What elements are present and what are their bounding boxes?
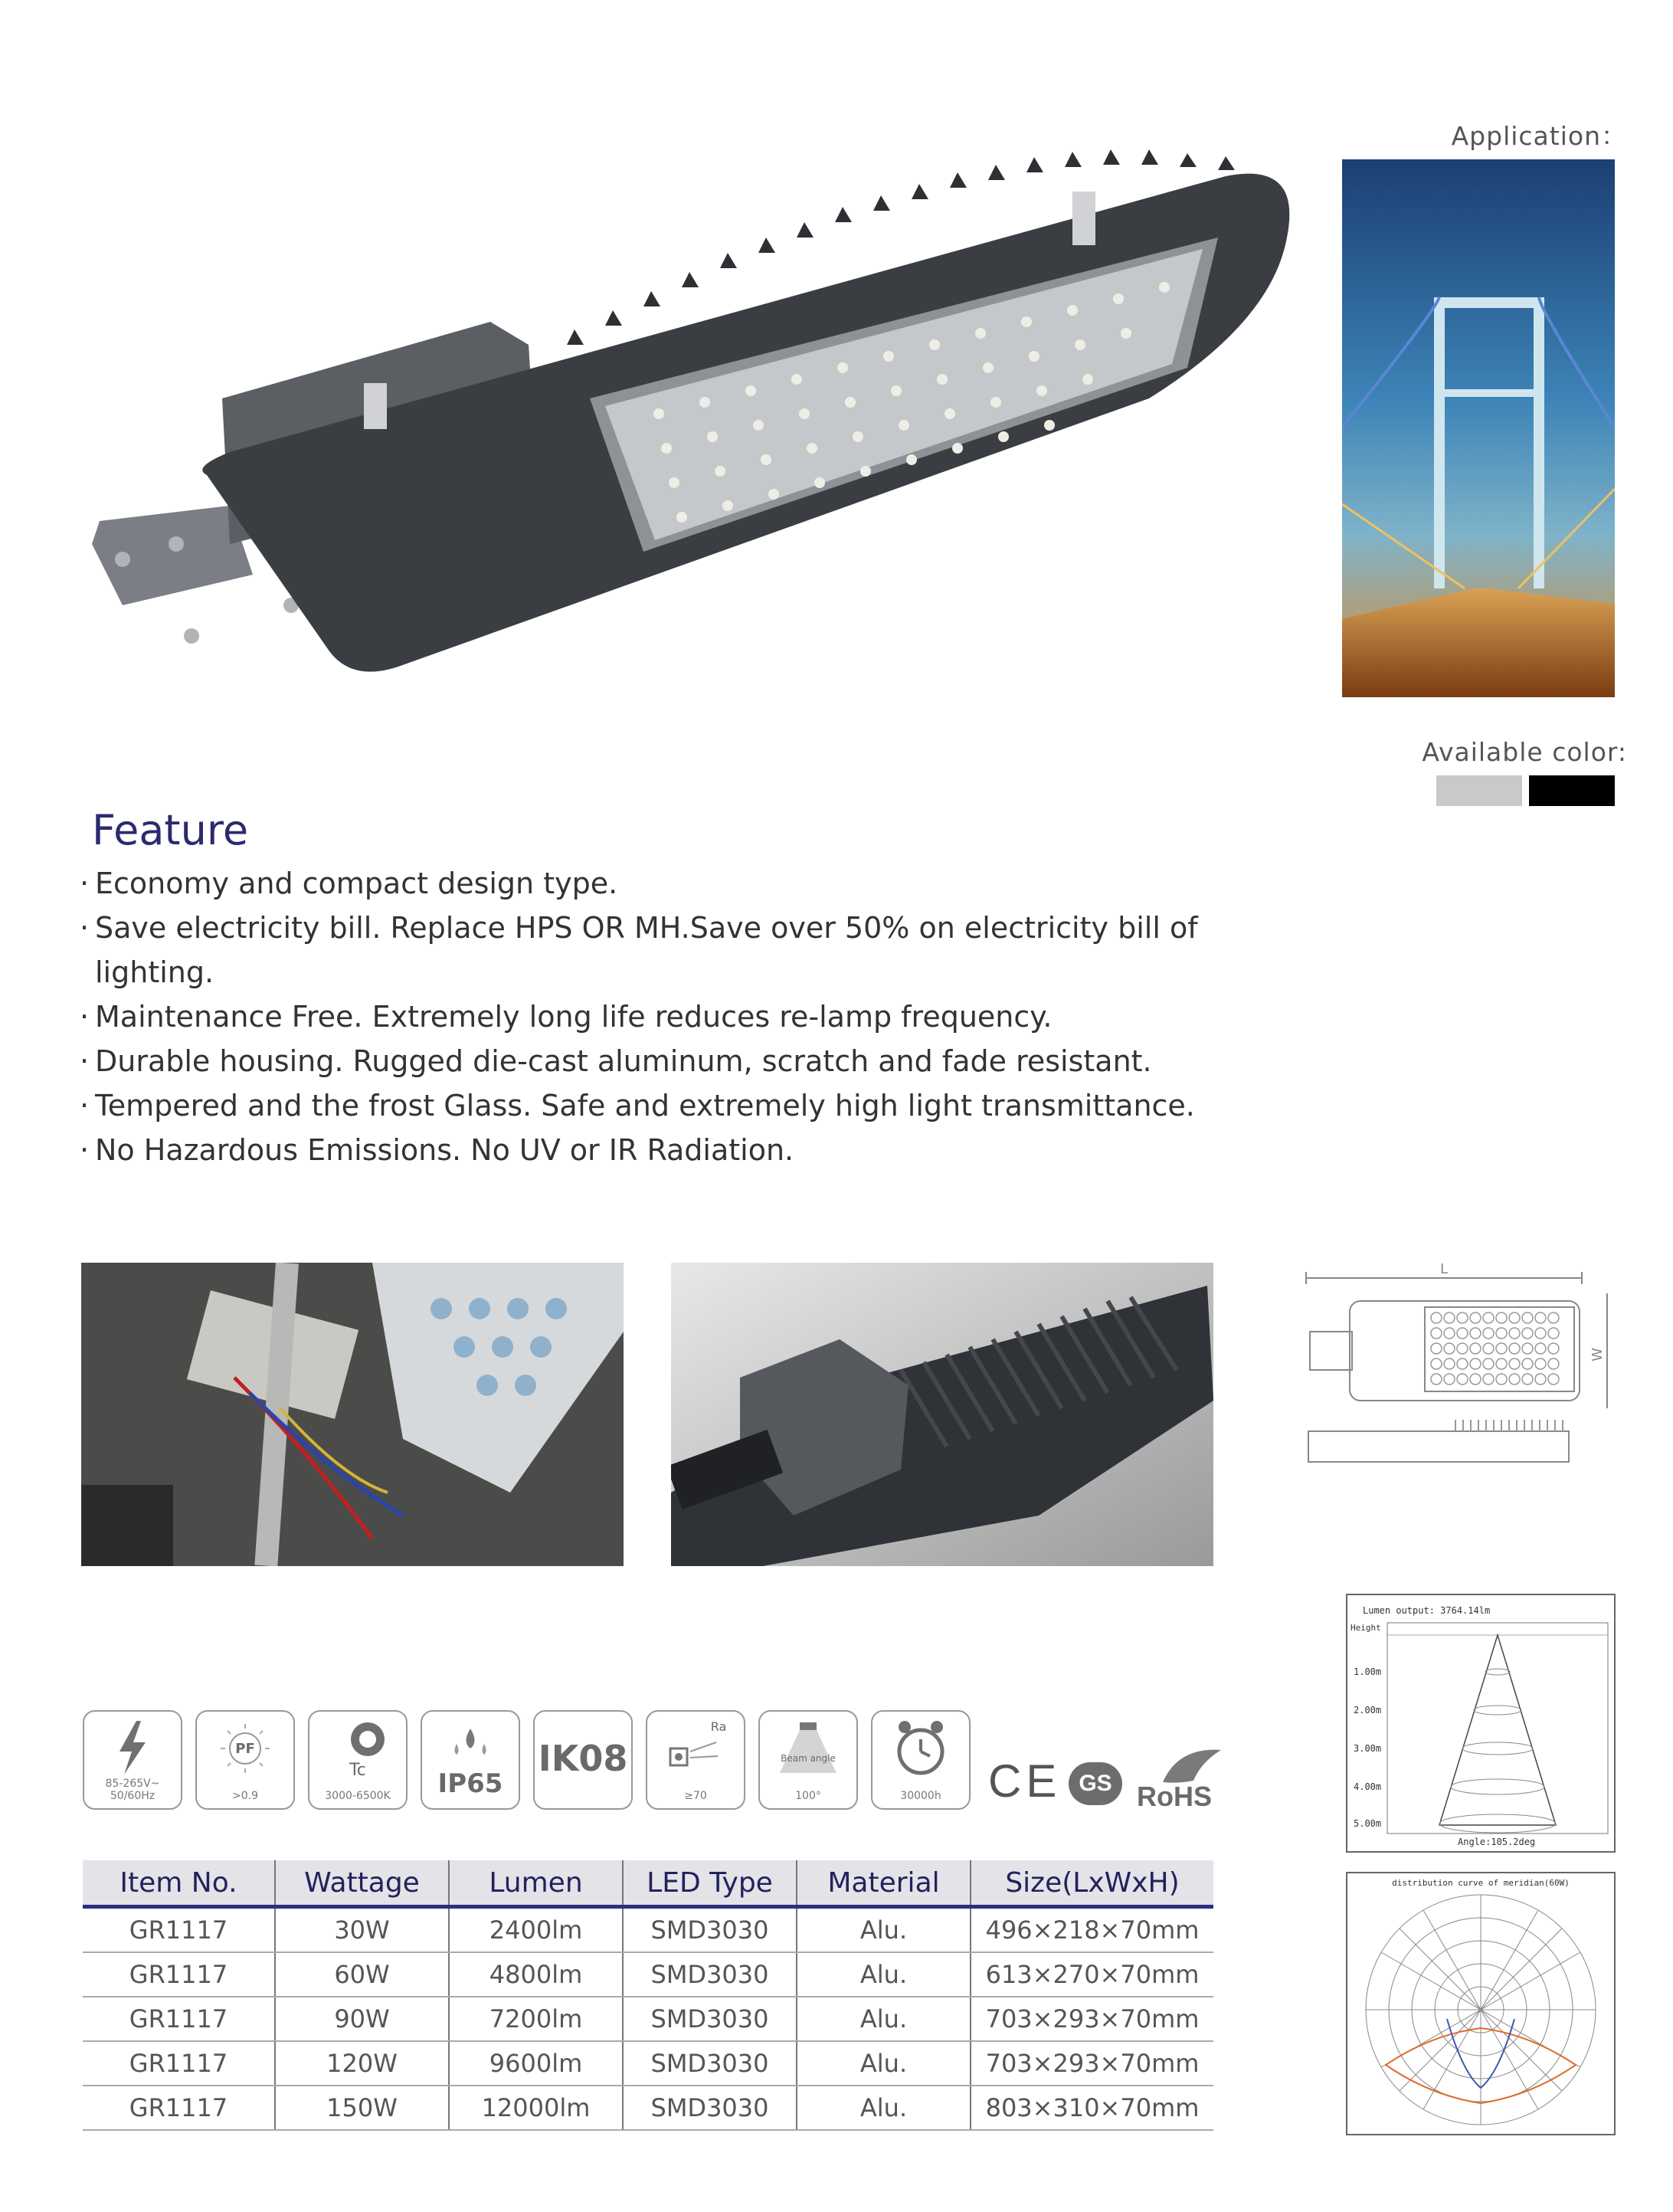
leaf-icon (1155, 1747, 1224, 1785)
pf-label: PF (235, 1741, 255, 1757)
beam-caption: 100° (795, 1790, 821, 1802)
cri-icon (646, 1710, 745, 1810)
feature-item: · No Hazardous Emissions. No UV or IR Radiation. (80, 1128, 1229, 1172)
pf-caption: >0.9 (232, 1790, 258, 1802)
height-header: Height (1351, 1623, 1381, 1633)
cell: SMD3030 (623, 1997, 797, 2041)
table-row (83, 2086, 1213, 2130)
cell: GR1117 (83, 1997, 275, 2041)
cell: 496×218×70mm (971, 1907, 1213, 1953)
cell: 120W (275, 2041, 449, 2086)
cell: SMD3030 (623, 2041, 797, 2086)
cell: 150W (275, 2086, 449, 2130)
lifetime-icon (871, 1710, 971, 1810)
lumen-cone-chart (1346, 1594, 1616, 1853)
cell: 4800lm (449, 1952, 623, 1997)
cell: 703×293×70mm (971, 1997, 1213, 2041)
cell: 12000lm (449, 2086, 623, 2130)
cell: GR1117 (83, 2086, 275, 2130)
table-row (83, 1952, 1213, 1997)
feature-title: Feature (92, 806, 249, 854)
cell: SMD3030 (623, 1952, 797, 1997)
cell: 613×270×70mm (971, 1952, 1213, 1997)
dimension-drawing (1302, 1263, 1609, 1477)
housing-photo (671, 1263, 1213, 1566)
height-4: 4.00m (1354, 1781, 1382, 1792)
feature-item: · Save electricity bill. Replace HPS OR MH.Save over 50% on electricity bill of lighting. (80, 906, 1229, 995)
feature-item: · Durable housing. Rugged die-cast aluminum, scratch and fade resistant. (80, 1039, 1229, 1083)
power-factor-icon (195, 1710, 295, 1810)
cell: GR1117 (83, 1907, 275, 1953)
width-label: W (1590, 1348, 1606, 1362)
lumen-output-text: Lumen output: 3764.14lm (1363, 1605, 1491, 1616)
height-3: 3.00m (1354, 1743, 1382, 1754)
col-size: Size(LxWxH) (971, 1860, 1213, 1907)
product-image (77, 146, 1302, 682)
color-swatch-silver (1436, 775, 1522, 806)
tc-caption: 3000-6500K (325, 1790, 391, 1802)
cell: Alu. (797, 2086, 971, 2130)
cell: Alu. (797, 2041, 971, 2086)
application-photo (1342, 159, 1615, 697)
height-2: 2.00m (1354, 1705, 1382, 1716)
ik-label: IK08 (538, 1738, 628, 1779)
feature-item: · Maintenance Free. Extremely long life reduces re-lamp frequency. (80, 995, 1229, 1039)
polar-title: distribution curve of meridian(60W) (1392, 1878, 1570, 1888)
cell: 803×310×70mm (971, 2086, 1213, 2130)
ip65-icon (421, 1710, 520, 1810)
interior-photo (81, 1263, 624, 1566)
ra-label: Ra (710, 1719, 727, 1734)
cell: Alu. (797, 1907, 971, 1953)
feature-item: · Economy and compact design type. (80, 861, 1229, 906)
cell: 2400lm (449, 1907, 623, 1953)
ik08-icon (533, 1710, 633, 1810)
lifetime-caption: 30000h (900, 1790, 941, 1802)
polar-distribution-chart (1346, 1872, 1616, 2135)
table-header-row (83, 1860, 1213, 1907)
col-material: Material (797, 1860, 971, 1907)
voltage-caption: 85-265V~ 50/60Hz (105, 1778, 160, 1802)
cell: GR1117 (83, 1952, 275, 1997)
ce-mark: CE (988, 1755, 1062, 1807)
table-row (83, 1997, 1213, 2041)
cell: Alu. (797, 1997, 971, 2041)
length-label: L (1439, 1263, 1449, 1277)
col-lumen: Lumen (449, 1860, 623, 1907)
height-1: 1.00m (1354, 1666, 1382, 1677)
col-item-no: Item No. (83, 1860, 275, 1907)
gs-label: GS (1079, 1771, 1112, 1796)
application-label: Application： (1451, 121, 1627, 151)
cell: 60W (275, 1952, 449, 1997)
cell: 30W (275, 1907, 449, 1953)
feature-item: · Tempered and the frost Glass. Safe and extremely high light transmittance. (80, 1083, 1229, 1128)
cell: SMD3030 (623, 1907, 797, 1953)
voltage-icon (83, 1710, 182, 1810)
spec-table (83, 1860, 1213, 2131)
color-swatch-black (1529, 775, 1615, 806)
cell: 9600lm (449, 2041, 623, 2086)
beam-label: Beam angle (781, 1753, 836, 1764)
ra-caption: ≥70 (684, 1790, 707, 1802)
cell: Alu. (797, 1952, 971, 1997)
angle-text: Angle:105.2deg (1458, 1837, 1536, 1847)
table-row (83, 1907, 1213, 1953)
height-5: 5.00m (1354, 1818, 1382, 1829)
cell: GR1117 (83, 2041, 275, 2086)
feature-list (80, 861, 1229, 1172)
cell: 90W (275, 1997, 449, 2041)
rohs-mark: RoHS (1137, 1781, 1212, 1812)
cell: 703×293×70mm (971, 2041, 1213, 2086)
cell: SMD3030 (623, 2086, 797, 2130)
tc-label: Tc (349, 1761, 366, 1780)
available-color-label: Available color: (1422, 737, 1627, 767)
ip-label: IP65 (437, 1768, 503, 1799)
table-row (83, 2041, 1213, 2086)
beam-angle-icon (758, 1710, 858, 1810)
col-led-type: LED Type (623, 1860, 797, 1907)
col-wattage: Wattage (275, 1860, 449, 1907)
color-temp-icon (308, 1710, 408, 1810)
cell: 7200lm (449, 1997, 623, 2041)
gs-mark-icon (1069, 1762, 1122, 1805)
